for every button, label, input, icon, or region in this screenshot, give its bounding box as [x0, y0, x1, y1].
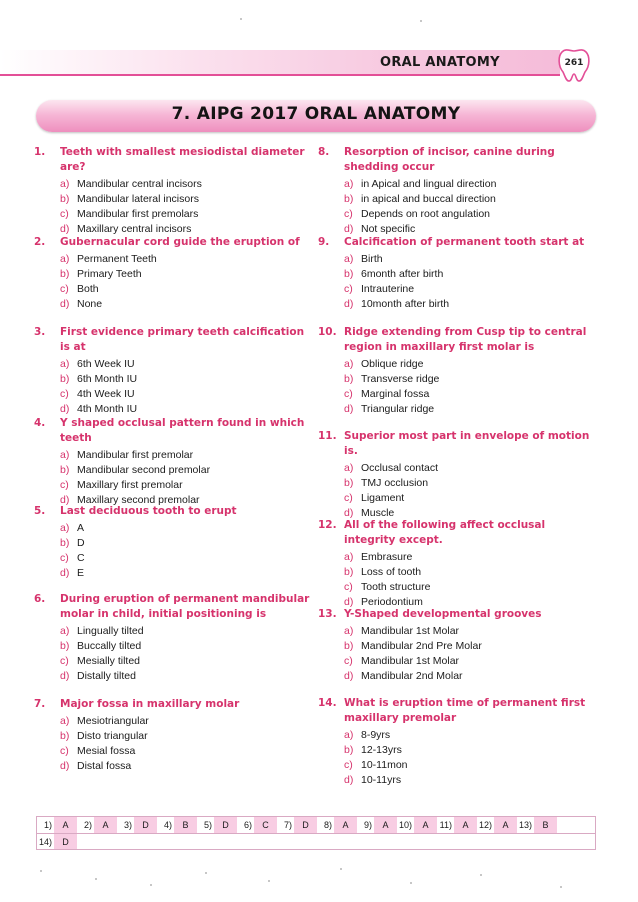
- answer-value: D: [134, 817, 157, 833]
- option-text: Ligament: [361, 492, 405, 504]
- question-text: Y shaped occlusal pattern found in which teeth: [60, 417, 305, 444]
- option-a: [60, 521, 312, 536]
- question-text: Major fossa in maxillary molar: [60, 698, 240, 710]
- scan-speck: [95, 878, 97, 880]
- option-text: A: [77, 522, 85, 534]
- question-14: [318, 696, 596, 788]
- option-b: [344, 267, 596, 282]
- question-text: Last deciduous tooth to erupt: [60, 505, 237, 517]
- option-a: [60, 714, 312, 729]
- question-11: [318, 429, 596, 521]
- option-b: [60, 372, 312, 387]
- answer-key-cell: [157, 817, 197, 833]
- option-b: [344, 743, 596, 758]
- option-letter: d): [344, 596, 354, 608]
- answer-number: 9): [357, 817, 374, 833]
- question-text: Gubernacular cord guide the eruption of: [60, 236, 300, 248]
- question-text: First evidence primary teeth calcification is at: [60, 326, 305, 353]
- option-text: Tooth structure: [361, 581, 431, 593]
- option-letter: c): [344, 388, 353, 400]
- answer-value: A: [374, 817, 397, 833]
- option-text: 6month after birth: [361, 268, 444, 280]
- scan-speck: [268, 880, 270, 882]
- option-letter: d): [60, 760, 70, 772]
- option-letter: a): [344, 358, 354, 370]
- answer-key-cell: [517, 817, 557, 833]
- option-text: Intrauterine: [361, 283, 415, 295]
- option-text: Loss of tooth: [361, 566, 422, 578]
- answer-key-cell: [37, 834, 77, 849]
- option-a: [60, 448, 312, 463]
- option-d: [344, 773, 596, 788]
- option-text: Both: [77, 283, 99, 295]
- option-a: [344, 177, 596, 192]
- option-letter: c): [60, 479, 69, 491]
- option-a: [344, 550, 596, 565]
- option-letter: b): [344, 193, 354, 205]
- option-text: 4th Week IU: [77, 388, 135, 400]
- question-9: [318, 235, 596, 312]
- answer-value: C: [254, 817, 277, 833]
- chapter-title: 7. AIPG 2017 ORAL ANATOMY: [171, 104, 461, 124]
- answer-key-cell: [77, 817, 117, 833]
- question-text: What is eruption time of permanent first maxillary premolar: [344, 697, 586, 724]
- option-text: Oblique ridge: [361, 358, 424, 370]
- option-letter: b): [60, 730, 70, 742]
- option-a: [344, 252, 596, 267]
- scan-speck: [560, 886, 562, 888]
- answer-number: 14): [37, 834, 54, 849]
- option-letter: b): [344, 268, 354, 280]
- question-number: 5.: [34, 505, 46, 517]
- section-title: ORAL ANATOMY: [380, 55, 500, 70]
- question-text: Calcification of permanent tooth start at: [344, 236, 585, 248]
- option-text: Depends on root angulation: [361, 208, 491, 220]
- option-text: None: [77, 298, 103, 310]
- option-d: [60, 759, 312, 774]
- answer-key-cell: [437, 817, 477, 833]
- option-b: [344, 639, 596, 654]
- option-text: 12-13yrs: [361, 744, 402, 756]
- option-text: 10-11yrs: [361, 774, 402, 786]
- option-text: 8-9yrs: [361, 729, 391, 741]
- option-letter: b): [344, 744, 354, 756]
- question-number: 13.: [318, 608, 337, 620]
- question-8: [318, 145, 596, 237]
- question-4: [34, 416, 312, 508]
- option-letter: a): [60, 625, 70, 637]
- option-b: [344, 192, 596, 207]
- option-b: [60, 729, 312, 744]
- question-13: [318, 607, 596, 684]
- answer-number: 12): [477, 817, 494, 833]
- option-text: Distal fossa: [77, 760, 132, 772]
- option-letter: c): [344, 208, 353, 220]
- scan-speck: [150, 884, 152, 886]
- option-letter: c): [344, 581, 353, 593]
- question-text: Y-Shaped developmental grooves: [344, 608, 542, 620]
- option-letter: a): [344, 625, 354, 637]
- answer-number: 7): [277, 817, 294, 833]
- option-c: [344, 654, 596, 669]
- question-6: [34, 592, 312, 684]
- answer-number: 5): [197, 817, 214, 833]
- answer-number: 11): [437, 817, 454, 833]
- option-text: Mandibular 1st Molar: [361, 625, 460, 637]
- option-letter: c): [344, 759, 353, 771]
- option-c: [344, 758, 596, 773]
- option-letter: c): [60, 745, 69, 757]
- question-number: 7.: [34, 698, 46, 710]
- option-letter: d): [344, 507, 354, 519]
- answer-key: [36, 816, 596, 850]
- option-text: Disto triangular: [77, 730, 148, 742]
- option-letter: c): [60, 283, 69, 295]
- option-letter: d): [344, 223, 354, 235]
- question-number: 2.: [34, 236, 46, 248]
- option-b: [60, 536, 312, 551]
- option-letter: a): [60, 715, 70, 727]
- option-text: Mandibular 1st Molar: [361, 655, 460, 667]
- option-a: [344, 728, 596, 743]
- question-number: 9.: [318, 236, 330, 248]
- answer-key-cell: [357, 817, 397, 833]
- question-text: Teeth with smallest mesiodistal diameter are?: [60, 146, 305, 173]
- option-text: Buccally tilted: [77, 640, 142, 652]
- answer-number: 2): [77, 817, 94, 833]
- option-c: [344, 491, 596, 506]
- header-stripe: [0, 74, 560, 76]
- answer-key-cell: [397, 817, 437, 833]
- answer-number: 4): [157, 817, 174, 833]
- option-c: [60, 282, 312, 297]
- question-text: Superior most part in envelope of motion is.: [344, 430, 590, 457]
- option-c: [60, 207, 312, 222]
- option-a: [344, 624, 596, 639]
- answer-value: D: [294, 817, 317, 833]
- question-text: Ridge extending from Cusp tip to central region in maxillary first molar is: [344, 326, 587, 353]
- option-d: [60, 297, 312, 312]
- answer-value: A: [54, 817, 77, 833]
- option-letter: d): [60, 298, 70, 310]
- option-b: [344, 476, 596, 491]
- scan-speck: [420, 20, 422, 22]
- question-text: During eruption of permanent mandibular molar in child, initial positioning is: [60, 593, 310, 620]
- question-number: 3.: [34, 326, 46, 338]
- option-text: Occlusal contact: [361, 462, 439, 474]
- option-text: Periodontium: [361, 596, 423, 608]
- option-c: [344, 282, 596, 297]
- option-letter: d): [60, 567, 70, 579]
- option-text: Mesiotriangular: [77, 715, 149, 727]
- answer-number: 1): [37, 817, 54, 833]
- question-7: [34, 697, 312, 774]
- scan-speck: [40, 870, 42, 872]
- answer-value: A: [414, 817, 437, 833]
- scan-speck: [340, 868, 342, 870]
- option-text: Birth: [361, 253, 383, 265]
- option-c: [60, 654, 312, 669]
- option-a: [60, 357, 312, 372]
- option-letter: b): [344, 477, 354, 489]
- answer-value: A: [334, 817, 357, 833]
- option-text: Mandibular 2nd Molar: [361, 670, 463, 682]
- option-c: [60, 478, 312, 493]
- question-number: 11.: [318, 430, 337, 442]
- option-text: Mandibular lateral incisors: [77, 193, 199, 205]
- option-letter: b): [60, 537, 70, 549]
- option-letter: b): [60, 464, 70, 476]
- option-letter: d): [344, 670, 354, 682]
- option-text: C: [77, 552, 85, 564]
- option-letter: a): [60, 449, 70, 461]
- answer-number: 10): [397, 817, 414, 833]
- option-d: [60, 402, 312, 417]
- option-letter: b): [60, 268, 70, 280]
- option-text: Mandibular first premolars: [77, 208, 199, 220]
- option-text: Mandibular first premolar: [77, 449, 194, 461]
- option-letter: a): [60, 178, 70, 190]
- option-letter: c): [344, 283, 353, 295]
- option-text: Mesial fossa: [77, 745, 136, 757]
- option-text: Mandibular 2nd Pre Molar: [361, 640, 482, 652]
- option-a: [60, 252, 312, 267]
- option-text: 10-11mon: [361, 759, 408, 771]
- answer-key-cell: [197, 817, 237, 833]
- option-letter: d): [60, 223, 70, 235]
- answer-value: D: [54, 834, 77, 849]
- option-b: [60, 267, 312, 282]
- answer-key-row: [37, 833, 595, 849]
- question-text: Resorption of incisor, canine during shedding occur: [344, 146, 555, 173]
- question-2: [34, 235, 312, 312]
- page-number: 261: [564, 58, 584, 68]
- option-letter: a): [344, 551, 354, 563]
- option-text: Permanent Teeth: [77, 253, 157, 265]
- option-c: [344, 387, 596, 402]
- option-text: Lingually tilted: [77, 625, 144, 637]
- question-10: [318, 325, 596, 417]
- question-3: [34, 325, 312, 417]
- question-number: 8.: [318, 146, 330, 158]
- option-letter: c): [60, 208, 69, 220]
- question-5: [34, 504, 312, 581]
- option-letter: a): [344, 729, 354, 741]
- option-a: [344, 357, 596, 372]
- option-letter: b): [60, 640, 70, 652]
- option-letter: b): [60, 373, 70, 385]
- option-text: Primary Teeth: [77, 268, 142, 280]
- question-1: [34, 145, 312, 237]
- option-b: [344, 565, 596, 580]
- option-text: Transverse ridge: [361, 373, 440, 385]
- option-d: [60, 669, 312, 684]
- option-letter: d): [60, 403, 70, 415]
- option-letter: b): [344, 566, 354, 578]
- question-number: 14.: [318, 697, 337, 709]
- option-text: Embrasure: [361, 551, 413, 563]
- answer-number: 13): [517, 817, 534, 833]
- option-text: Maxillary second premolar: [77, 494, 200, 506]
- answer-key-cell: [277, 817, 317, 833]
- answer-key-cell: [117, 817, 157, 833]
- question-number: 1.: [34, 146, 46, 158]
- answer-value: B: [174, 817, 197, 833]
- question-number: 6.: [34, 593, 46, 605]
- option-c: [344, 207, 596, 222]
- option-text: 10month after birth: [361, 298, 450, 310]
- option-letter: a): [60, 358, 70, 370]
- answer-key-cell: [237, 817, 277, 833]
- answer-value: D: [214, 817, 237, 833]
- option-letter: d): [344, 298, 354, 310]
- option-c: [60, 744, 312, 759]
- question-12: [318, 518, 596, 610]
- option-letter: d): [60, 494, 70, 506]
- question-number: 4.: [34, 417, 46, 429]
- option-text: in Apical and lingual direction: [361, 178, 497, 190]
- option-d: [344, 669, 596, 684]
- option-letter: c): [344, 655, 353, 667]
- option-text: TMJ occlusion: [361, 477, 429, 489]
- option-b: [60, 639, 312, 654]
- scan-speck: [480, 874, 482, 876]
- option-text: Not specific: [361, 223, 416, 235]
- option-b: [344, 372, 596, 387]
- option-letter: a): [344, 253, 354, 265]
- option-text: Mesially tilted: [77, 655, 141, 667]
- answer-number: 8): [317, 817, 334, 833]
- answer-value: A: [494, 817, 517, 833]
- answer-key-cell: [37, 817, 77, 833]
- answer-number: 3): [117, 817, 134, 833]
- scan-speck: [205, 872, 207, 874]
- option-a: [60, 177, 312, 192]
- option-c: [60, 551, 312, 566]
- option-d: [60, 566, 312, 581]
- option-text: 6th Week IU: [77, 358, 135, 370]
- option-c: [60, 387, 312, 402]
- option-letter: d): [344, 403, 354, 415]
- option-letter: d): [60, 670, 70, 682]
- option-text: Triangular ridge: [361, 403, 435, 415]
- option-letter: c): [60, 552, 69, 564]
- option-text: Maxillary first premolar: [77, 479, 183, 491]
- question-number: 10.: [318, 326, 337, 338]
- option-letter: c): [60, 655, 69, 667]
- option-a: [344, 461, 596, 476]
- option-letter: c): [344, 492, 353, 504]
- question-number: 12.: [318, 519, 337, 531]
- option-d: [344, 402, 596, 417]
- option-text: Maxillary central incisors: [77, 223, 192, 235]
- option-letter: b): [344, 640, 354, 652]
- scan-speck: [410, 882, 412, 884]
- option-letter: b): [344, 373, 354, 385]
- answer-value: A: [94, 817, 117, 833]
- answer-key-cell: [477, 817, 517, 833]
- answer-value: A: [454, 817, 477, 833]
- answer-key-cell: [317, 817, 357, 833]
- option-letter: a): [60, 522, 70, 534]
- option-text: 4th Month IU: [77, 403, 138, 415]
- option-text: Muscle: [361, 507, 395, 519]
- answer-number: 6): [237, 817, 254, 833]
- option-text: Distally tilted: [77, 670, 136, 682]
- option-text: 6th Month IU: [77, 373, 138, 385]
- option-text: Mandibular second premolar: [77, 464, 211, 476]
- option-letter: a): [344, 462, 354, 474]
- option-b: [60, 463, 312, 478]
- option-letter: b): [60, 193, 70, 205]
- option-letter: c): [60, 388, 69, 400]
- option-a: [60, 624, 312, 639]
- option-text: in apical and buccal direction: [361, 193, 496, 205]
- question-text: All of the following affect occlusal integrity except.: [344, 519, 546, 546]
- answer-value: B: [534, 817, 557, 833]
- option-b: [60, 192, 312, 207]
- option-text: Mandibular central incisors: [77, 178, 202, 190]
- option-letter: a): [60, 253, 70, 265]
- option-letter: a): [344, 178, 354, 190]
- scan-speck: [240, 18, 242, 20]
- option-text: E: [77, 567, 85, 579]
- option-text: Marginal fossa: [361, 388, 430, 400]
- option-text: D: [77, 537, 85, 549]
- option-d: [344, 297, 596, 312]
- option-c: [344, 580, 596, 595]
- answer-key-row: [37, 817, 595, 833]
- option-letter: d): [344, 774, 354, 786]
